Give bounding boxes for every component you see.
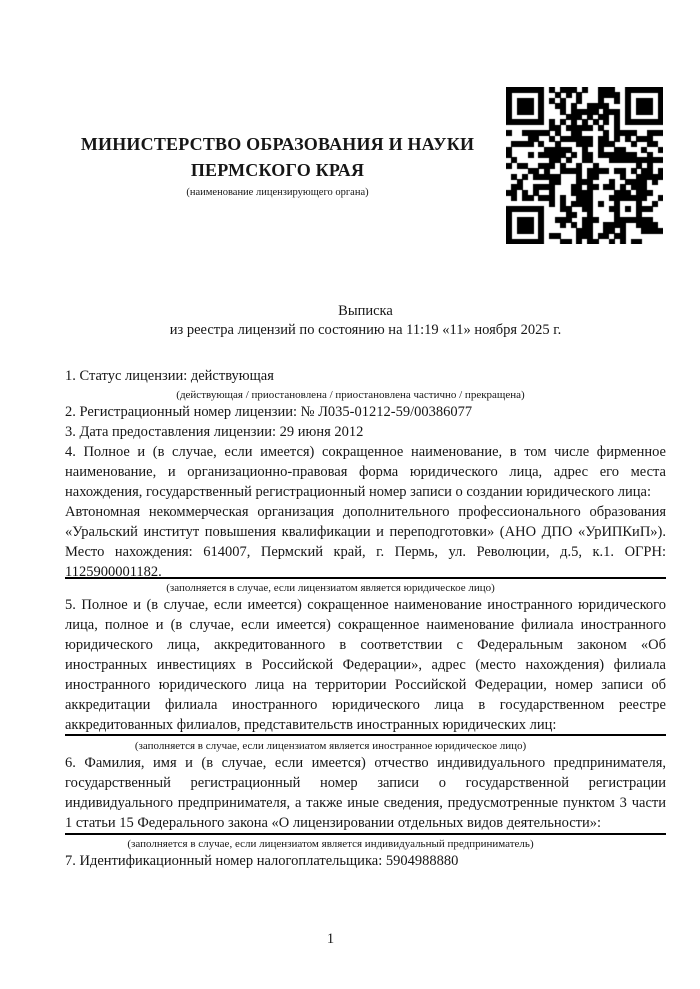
item4-caption: (заполняется в случае, если лицензиатом является юридическое лицо) (166, 582, 495, 594)
item7-taxpayer-id: 7. Идентификационный номер налогоплательщика: 5904988880 (65, 853, 459, 869)
item6-underline (65, 833, 666, 835)
item4-legal-entity-label: 4. Полное и (в случае, если имеется) сокращенное наименование, в том числе фирменное наименование, и организационно-правовая форма юридического лица, адрес его места нахождения, государственный регистрационный номер записи о создании юридического лица: (65, 444, 666, 500)
qr-code-canvas (506, 87, 663, 244)
title-line2: из реестра лицензий по состоянию на 11:19 «11» ноября 2025 г. (169, 322, 562, 338)
item5-foreign-entity-label: 5. Полное и (в случае, если имеется) сокращенное наименование иностранного юридического лица, полное и (в случае, если имеется) сокращенное наименование филиала иностранного юридического лица, аккредитованного в соответствии с Федеральным законом «Об иностранных инвестициях в Российской Федерации», адрес (место нахождения) филиала иностранного юридического лица на территории Российской Федерации, номер записи об аккредитации филиала иностранного юридического лица в государственном реестре аккредитованных филиалов, представительств иностранных юридических лиц: (65, 597, 666, 733)
item5-caption: (заполняется в случае, если лицензиатом является иностранное юридическое лицо) (134, 740, 527, 752)
item2-registration-number: 2. Регистрационный номер лицензии: № Л035-01212-59/00386077 (65, 404, 473, 420)
authority-name-caption: (наименование лицензирующего органа) (186, 187, 369, 198)
authority-name-line1: МИНИСТЕРСТВО ОБРАЗОВАНИЯ И НАУКИ (80, 134, 475, 154)
item1-caption: (действующая / приостановлена / приостановлена частично / прекращена) (176, 389, 525, 401)
page-number: 1 (326, 931, 335, 947)
qr-code-icon (506, 87, 663, 244)
document-title (65, 302, 666, 340)
licensing-authority-header (65, 131, 490, 199)
item1-status: 1. Статус лицензии: действующая (65, 368, 274, 384)
document-body (65, 366, 666, 871)
item3-license-date: 3. Дата предоставления лицензии: 29 июня 2012 (65, 424, 364, 440)
title-line1: Выписка (338, 303, 393, 319)
authority-name-line2: ПЕРМСКОГО КРАЯ (190, 160, 365, 180)
item4-legal-entity-value: Автономная некоммерческая организация дополнительного профессионального образования «Уральский институт повышения квалификации и переподготовки» (АНО ДПО «УрИПКиП»). Место нахождения: 614007, Пермский край, г. Пермь, ул. Революции, д.5, к.1. ОГРН: 1125900001182. (65, 504, 666, 580)
item6-entrepreneur-label: 6. Фамилия, имя и (в случае, если имеется) отчество индивидуального предпринимателя, государственный регистрационный номер записи о государственной регистрации индивидуального предпринимателя, а также иные сведения, предусмотренные пунктом 3 части 1 статьи 15 Федерального закона «О лицензировании отдельных видов деятельности»: (65, 755, 666, 831)
item6-caption: (заполняется в случае, если лицензиатом является индивидуальный предприниматель) (127, 838, 534, 850)
